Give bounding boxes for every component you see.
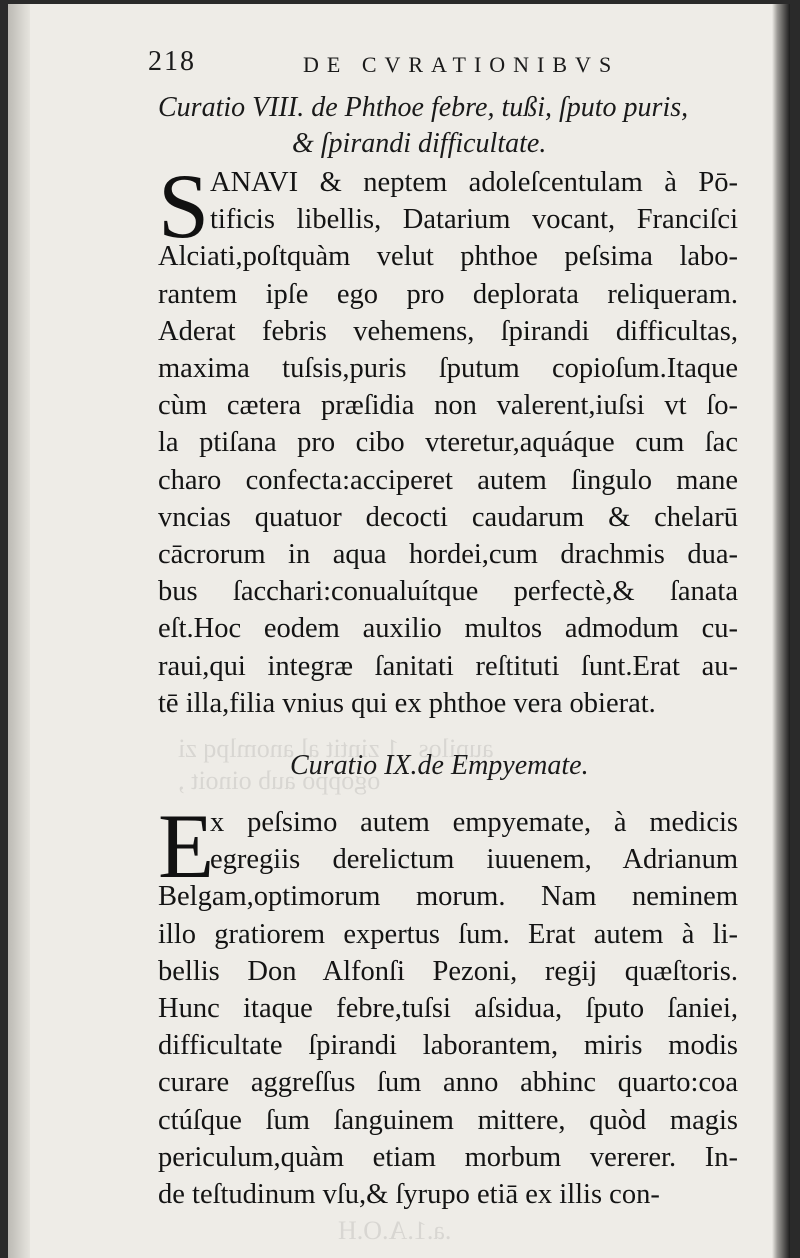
text-line: Belgam,optimorum morum. Nam neminem (158, 881, 738, 913)
text-line: la ptiſana pro cibo vteretur,aquáque cum ſac (158, 427, 738, 459)
text-line: x peſsimo autem empyemate, à medicis (210, 807, 738, 838)
page-number: 218 (148, 46, 196, 77)
section-heading-curatio-8 (158, 92, 788, 160)
text-line: Hunc itaque febre,tuſsi aſsidua, ſputo ſaniei, (158, 993, 738, 1025)
text-line: charo confecta:acciperet autem ſingulo mane (158, 464, 738, 496)
text-line: Alciati,poſtquàm velut phthoe peſsima labo- (158, 241, 738, 273)
text-line: de teſtudinum vſu,& ſyrupo etiā ex illis con- (158, 1179, 660, 1211)
bleed-through-text: .a.1.A.O.H (338, 1216, 452, 1245)
paragraph-curatio-9 (158, 804, 738, 1213)
page-gutter-shadow (8, 4, 30, 1258)
text-line: difficultate ſpirandi laborantem, miris modis (158, 1030, 738, 1062)
text-line: vncias quatuor decocti caudarum & chelarū (158, 501, 738, 533)
text-line: illo gratiorem expertus ſum. Erat autem à li- (158, 918, 738, 950)
text-line: cùm cætera præſidia non valerent,iuſsi vt ſo- (158, 390, 738, 422)
text-line: ctúſque ſum ſanguinem mittere, quòd magis (158, 1104, 738, 1136)
text-line: Aderat febris vehemens, ſpirandi difficultas, (158, 315, 738, 347)
book-page (8, 4, 790, 1258)
text-line: maxima tuſsis,puris ſputum copioſum.Itaque (158, 353, 738, 385)
section-heading-curatio-9: Curatio IX.de Empyemate. (290, 750, 589, 781)
heading-line-1: Curatio VIII. de Phthoe febre, tußi, ſputo puris, (158, 92, 689, 123)
text-line: eſt.Hoc eodem auxilio multos admodum cu- (158, 613, 738, 645)
text-line: periculum,quàm etiam morbum vererer. In- (158, 1141, 738, 1173)
text-line: bus ſacchari:conualuítque perfectè,& ſanata (158, 576, 738, 608)
text-line: rantem ipſe ego pro deplorata reliqueram. (158, 278, 738, 310)
heading-line-2: & ſpirandi difficultate. (292, 128, 547, 159)
text-line: raui,qui integræ ſanitati reſtituti ſunt.Erat au- (158, 650, 738, 682)
page-edge-shadow (772, 4, 790, 1258)
text-line: ANAVI & neptem adoleſcentulam à Pō- (210, 167, 738, 198)
bleed-through-text: ogoppo aub oinoit , (178, 766, 381, 795)
text-line: tificis libellis, Datarium vocant, Franciſci (210, 204, 738, 236)
text-line: egregiis derelictum iuuenem, Adrianum (210, 844, 738, 876)
text-line: curare aggreſſus ſum anno abhinc quarto:coa (158, 1067, 738, 1099)
running-title: DE CVRATIONIBVS (303, 52, 620, 77)
text-line: bellis Don Alfonſi Pezoni, regij quæſtoris. (158, 955, 738, 987)
drop-cap-e: E (158, 795, 215, 897)
paragraph-curatio-8 (158, 164, 738, 722)
text-line: tē illa,filia vnius qui ex phthoe vera obierat. (158, 687, 656, 719)
text-line: cācrorum in aqua hordei,cum drachmis dua- (158, 539, 738, 571)
drop-cap-s: S (158, 155, 210, 257)
bleed-through-text: aupilos , 1 zintit al anomlpq zi (178, 734, 494, 763)
